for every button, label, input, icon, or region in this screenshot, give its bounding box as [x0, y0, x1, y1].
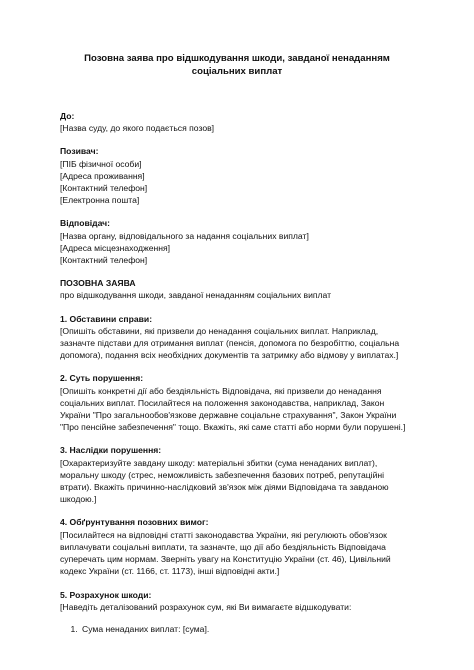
calculation-item: 1. Сума ненаданих виплат: [сума]. [80, 623, 414, 635]
section-text-line: моральну шкоду (стрес, неможливість забезпечення базових потреб, репутаційні [60, 469, 385, 480]
section-text-line: [Охарактеризуйте завдану шкоду: матеріальні збитки (сума ненаданих виплат), [60, 457, 378, 468]
section-text-line: [Опишіть обставини, які призвели до ненадання соціальних виплат. Наприклад, [60, 325, 379, 336]
section-text-line: суперечать цим нормам. Зверніть увагу на Конституцію України (ст. 46), Цивільний [60, 554, 391, 565]
section-text-line: соціальних виплат. Посилайтеся на положення законодавства, наприклад, Закон [60, 397, 385, 408]
consequences-section [60, 444, 414, 505]
violation-section [60, 372, 414, 433]
plaintiff-section [60, 145, 414, 206]
claim-heading: ПОЗОВНА ЗАЯВА [60, 278, 136, 289]
section-heading: 5. Розрахунок шкоди: [60, 589, 152, 600]
to-heading: До: [60, 111, 75, 121]
section-text-line: [Наведіть деталізований розрахунок сум, які Ви вимагаєте відшкодувати: [60, 601, 352, 612]
circumstances-section [60, 313, 414, 362]
section-text-line: [Посилайтеся на відповідні статті законодавства України, які регулюють обов'язок [60, 529, 387, 540]
court-name: [Назва суду, до якого подається позов] [60, 123, 215, 134]
defendant-section [60, 217, 414, 266]
plaintiff-phone: [Контактний телефон] [60, 183, 148, 194]
damage-calculation-section [60, 589, 414, 636]
section-text-line: "Про пенсійне забезпечення" тощо. Вкажіть, які саме статті або норми були порушені.] [60, 422, 406, 433]
section-text-line: допомога), подання всіх необхідних документів та затримку або відмову у виплатах.] [60, 350, 399, 361]
section-text-line: України "Про загальнообов'язкове державне соціальне страхування", Закон України [60, 410, 397, 421]
section-heading: 2. Суть порушення: [60, 373, 144, 384]
section-text-line: зазначте підстави для отримання виплат (пенсія, допомога по безробіттю, соціальна [60, 338, 400, 349]
claim-title-section [60, 277, 414, 301]
claim-subtitle: про відшкодування шкоди, завданої ненаданням соціальних виплат [60, 290, 332, 301]
section-text-line: [Опишіть конкретні дії або бездіяльність Відповідача, які призвели до ненадання [60, 385, 382, 396]
defendant-phone: [Контактний телефон] [60, 255, 148, 266]
section-heading: 4. Обґрунтування позовних вимог: [60, 517, 209, 528]
justification-section [60, 516, 414, 577]
defendant-heading: Відповідач: [60, 218, 111, 229]
section-text-line: виплачувати соціальні виплати, та зазначте, що дії або бездіяльність Відповідача [60, 541, 386, 552]
plaintiff-name: [ПІБ фізичної особи] [60, 158, 142, 169]
title-line-1: Позовна заява про відшкодування шкоди, завданої ненаданням [84, 53, 390, 64]
defendant-name: [Назва органу, відповідального за надання соціальних виплат] [60, 230, 309, 241]
plaintiff-address: [Адреса проживання] [60, 170, 145, 181]
to-section [60, 110, 414, 134]
section-text-line: шкодою.] [60, 494, 97, 505]
defendant-address: [Адреса місцезнаходження] [60, 242, 171, 253]
calculation-list [60, 623, 414, 635]
section-text-line: втрати). Вкажіть причинно-наслідковий зв'язок між діями Відповідача та завданою [60, 482, 389, 493]
plaintiff-heading: Позивач: [60, 146, 99, 157]
plaintiff-email: [Електронна пошта] [60, 195, 140, 206]
document-title [60, 52, 414, 78]
section-heading: 1. Обставини справи: [60, 313, 153, 324]
title-line-2: соціальних виплат [191, 66, 283, 77]
section-text-line: кодекс України (ст. 1166, ст. 1173), інші відповідні акти.] [60, 566, 280, 577]
section-heading: 3. Наслідки порушення: [60, 445, 162, 456]
